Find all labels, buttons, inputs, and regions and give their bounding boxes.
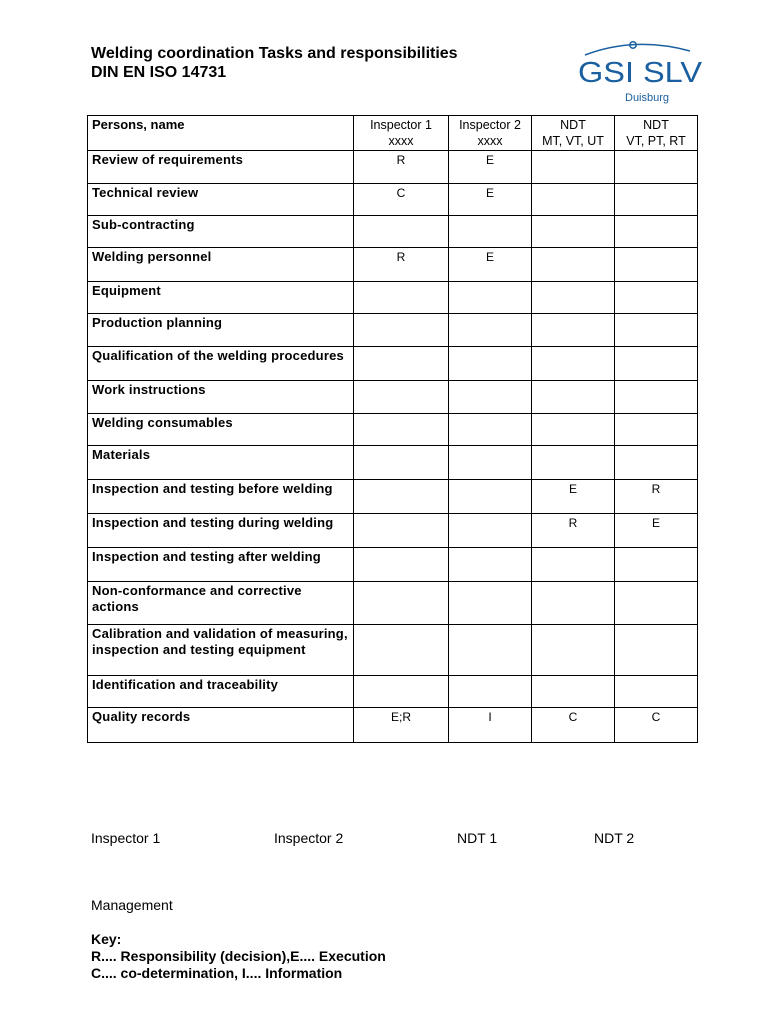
responsibility-cell bbox=[615, 347, 698, 381]
responsibility-cell bbox=[532, 347, 615, 381]
table-row bbox=[88, 514, 698, 548]
responsibility-cell bbox=[354, 282, 449, 314]
table-row bbox=[88, 676, 698, 708]
legend-key bbox=[91, 931, 386, 982]
task-label: Inspection and testing during welding bbox=[88, 514, 354, 548]
table-row bbox=[88, 414, 698, 446]
task-label: Quality records bbox=[88, 708, 354, 743]
responsibility-table bbox=[87, 115, 698, 743]
responsibility-cell bbox=[449, 548, 532, 582]
responsibility-cell bbox=[532, 151, 615, 184]
responsibility-cell bbox=[354, 414, 449, 446]
responsibility-cell: E bbox=[532, 480, 615, 514]
responsibility-cell bbox=[449, 582, 532, 625]
responsibility-cell bbox=[615, 381, 698, 414]
responsibility-cell bbox=[449, 625, 532, 676]
responsibility-cell bbox=[354, 446, 449, 480]
responsibility-cell bbox=[532, 548, 615, 582]
title-line-1: Welding coordination Tasks and responsibilities bbox=[91, 45, 458, 62]
column-header: Persons, name bbox=[88, 116, 354, 151]
responsibility-cell bbox=[615, 282, 698, 314]
responsibility-cell bbox=[615, 314, 698, 347]
task-label: Welding personnel bbox=[88, 248, 354, 282]
task-label: Materials bbox=[88, 446, 354, 480]
responsibility-cell bbox=[449, 282, 532, 314]
table-row bbox=[88, 314, 698, 347]
signature-label: NDT 2 bbox=[594, 830, 635, 846]
responsibility-cell bbox=[532, 314, 615, 347]
responsibility-cell bbox=[615, 248, 698, 282]
title-line-2: DIN EN ISO 14731 bbox=[91, 64, 227, 81]
responsibility-cell bbox=[449, 480, 532, 514]
task-label: Qualification of the welding procedures bbox=[88, 347, 354, 381]
responsibility-cell bbox=[615, 548, 698, 582]
responsibility-cell: E bbox=[449, 248, 532, 282]
responsibility-cell: C bbox=[532, 708, 615, 743]
responsibility-cell bbox=[354, 514, 449, 548]
responsibility-cell bbox=[354, 582, 449, 625]
responsibility-cell: E bbox=[449, 184, 532, 216]
column-header: NDT VT, PT, RT bbox=[615, 116, 698, 151]
responsibility-cell: C bbox=[615, 708, 698, 743]
responsibility-cell bbox=[354, 548, 449, 582]
task-label: Calibration and validation of measuring, inspection and testing equipment bbox=[88, 625, 354, 676]
key-line: R.... Responsibility (decision),E.... Execution bbox=[91, 948, 386, 964]
responsibility-cell: R bbox=[354, 151, 449, 184]
responsibility-cell bbox=[615, 625, 698, 676]
responsibility-cell bbox=[532, 248, 615, 282]
task-label: Equipment bbox=[88, 282, 354, 314]
responsibility-cell: R bbox=[354, 248, 449, 282]
responsibility-cell bbox=[615, 151, 698, 184]
responsibility-cell bbox=[532, 184, 615, 216]
task-label: Work instructions bbox=[88, 381, 354, 414]
table-header-row bbox=[88, 116, 698, 151]
responsibility-cell bbox=[532, 381, 615, 414]
task-label: Review of requirements bbox=[88, 151, 354, 184]
task-label: Technical review bbox=[88, 184, 354, 216]
responsibility-cell bbox=[449, 446, 532, 480]
column-header: Inspector 1 xxxx bbox=[354, 116, 449, 151]
responsibility-cell bbox=[354, 216, 449, 248]
responsibility-cell bbox=[354, 314, 449, 347]
responsibility-cell bbox=[532, 414, 615, 446]
logo-city: Duisburg bbox=[625, 92, 670, 104]
table-row bbox=[88, 216, 698, 248]
management-label: Management bbox=[91, 897, 173, 913]
key-line: C.... co-determination, I.... Information bbox=[91, 965, 343, 981]
table-row bbox=[88, 381, 698, 414]
column-header: NDT MT, VT, UT bbox=[532, 116, 615, 151]
responsibility-cell bbox=[615, 582, 698, 625]
task-label: Inspection and testing before welding bbox=[88, 480, 354, 514]
responsibility-cell bbox=[615, 676, 698, 708]
responsibility-cell bbox=[354, 347, 449, 381]
table-row bbox=[88, 184, 698, 216]
signature-label: Inspector 2 bbox=[274, 830, 344, 846]
responsibility-cell bbox=[615, 216, 698, 248]
table-row bbox=[88, 248, 698, 282]
responsibility-cell bbox=[532, 282, 615, 314]
table-row bbox=[88, 282, 698, 314]
responsibility-cell bbox=[615, 446, 698, 480]
responsibility-cell: E bbox=[449, 151, 532, 184]
responsibility-cell bbox=[449, 381, 532, 414]
task-label: Non-conformance and corrective actions bbox=[88, 582, 354, 625]
responsibility-cell bbox=[354, 625, 449, 676]
table-row bbox=[88, 446, 698, 480]
responsibility-cell bbox=[532, 676, 615, 708]
task-label: Sub-contracting bbox=[88, 216, 354, 248]
responsibility-cell bbox=[532, 625, 615, 676]
logo-name: GSI SLV bbox=[578, 57, 703, 89]
table-row bbox=[88, 625, 698, 676]
responsibility-cell bbox=[449, 216, 532, 248]
responsibility-cell bbox=[449, 514, 532, 548]
responsibility-cell: E;R bbox=[354, 708, 449, 743]
responsibility-cell bbox=[615, 184, 698, 216]
responsibility-cell: R bbox=[532, 514, 615, 548]
task-label: Welding consumables bbox=[88, 414, 354, 446]
gsi-slv-logo bbox=[575, 38, 705, 104]
table-row bbox=[88, 480, 698, 514]
responsibility-cell bbox=[532, 582, 615, 625]
task-label: Inspection and testing after welding bbox=[88, 548, 354, 582]
signature-label: NDT 1 bbox=[457, 830, 498, 846]
task-label: Identification and traceability bbox=[88, 676, 354, 708]
table-row bbox=[88, 582, 698, 625]
responsibility-cell bbox=[449, 314, 532, 347]
responsibility-cell bbox=[532, 446, 615, 480]
responsibility-cell bbox=[615, 414, 698, 446]
responsibility-cell bbox=[532, 216, 615, 248]
table-row bbox=[88, 151, 698, 184]
document-title bbox=[91, 44, 458, 82]
responsibility-cell bbox=[449, 347, 532, 381]
table-row bbox=[88, 347, 698, 381]
responsibility-cell: I bbox=[449, 708, 532, 743]
responsibility-cell bbox=[449, 676, 532, 708]
signature-label: Inspector 1 bbox=[91, 830, 161, 846]
responsibility-cell bbox=[354, 676, 449, 708]
table-row bbox=[88, 548, 698, 582]
column-header: Inspector 2 xxxx bbox=[449, 116, 532, 151]
responsibility-cell: E bbox=[615, 514, 698, 548]
task-label: Production planning bbox=[88, 314, 354, 347]
responsibility-cell: C bbox=[354, 184, 449, 216]
table-row bbox=[88, 708, 698, 743]
responsibility-cell bbox=[449, 414, 532, 446]
key-heading: Key: bbox=[91, 931, 122, 947]
responsibility-cell bbox=[354, 480, 449, 514]
responsibility-cell bbox=[354, 381, 449, 414]
responsibility-cell: R bbox=[615, 480, 698, 514]
